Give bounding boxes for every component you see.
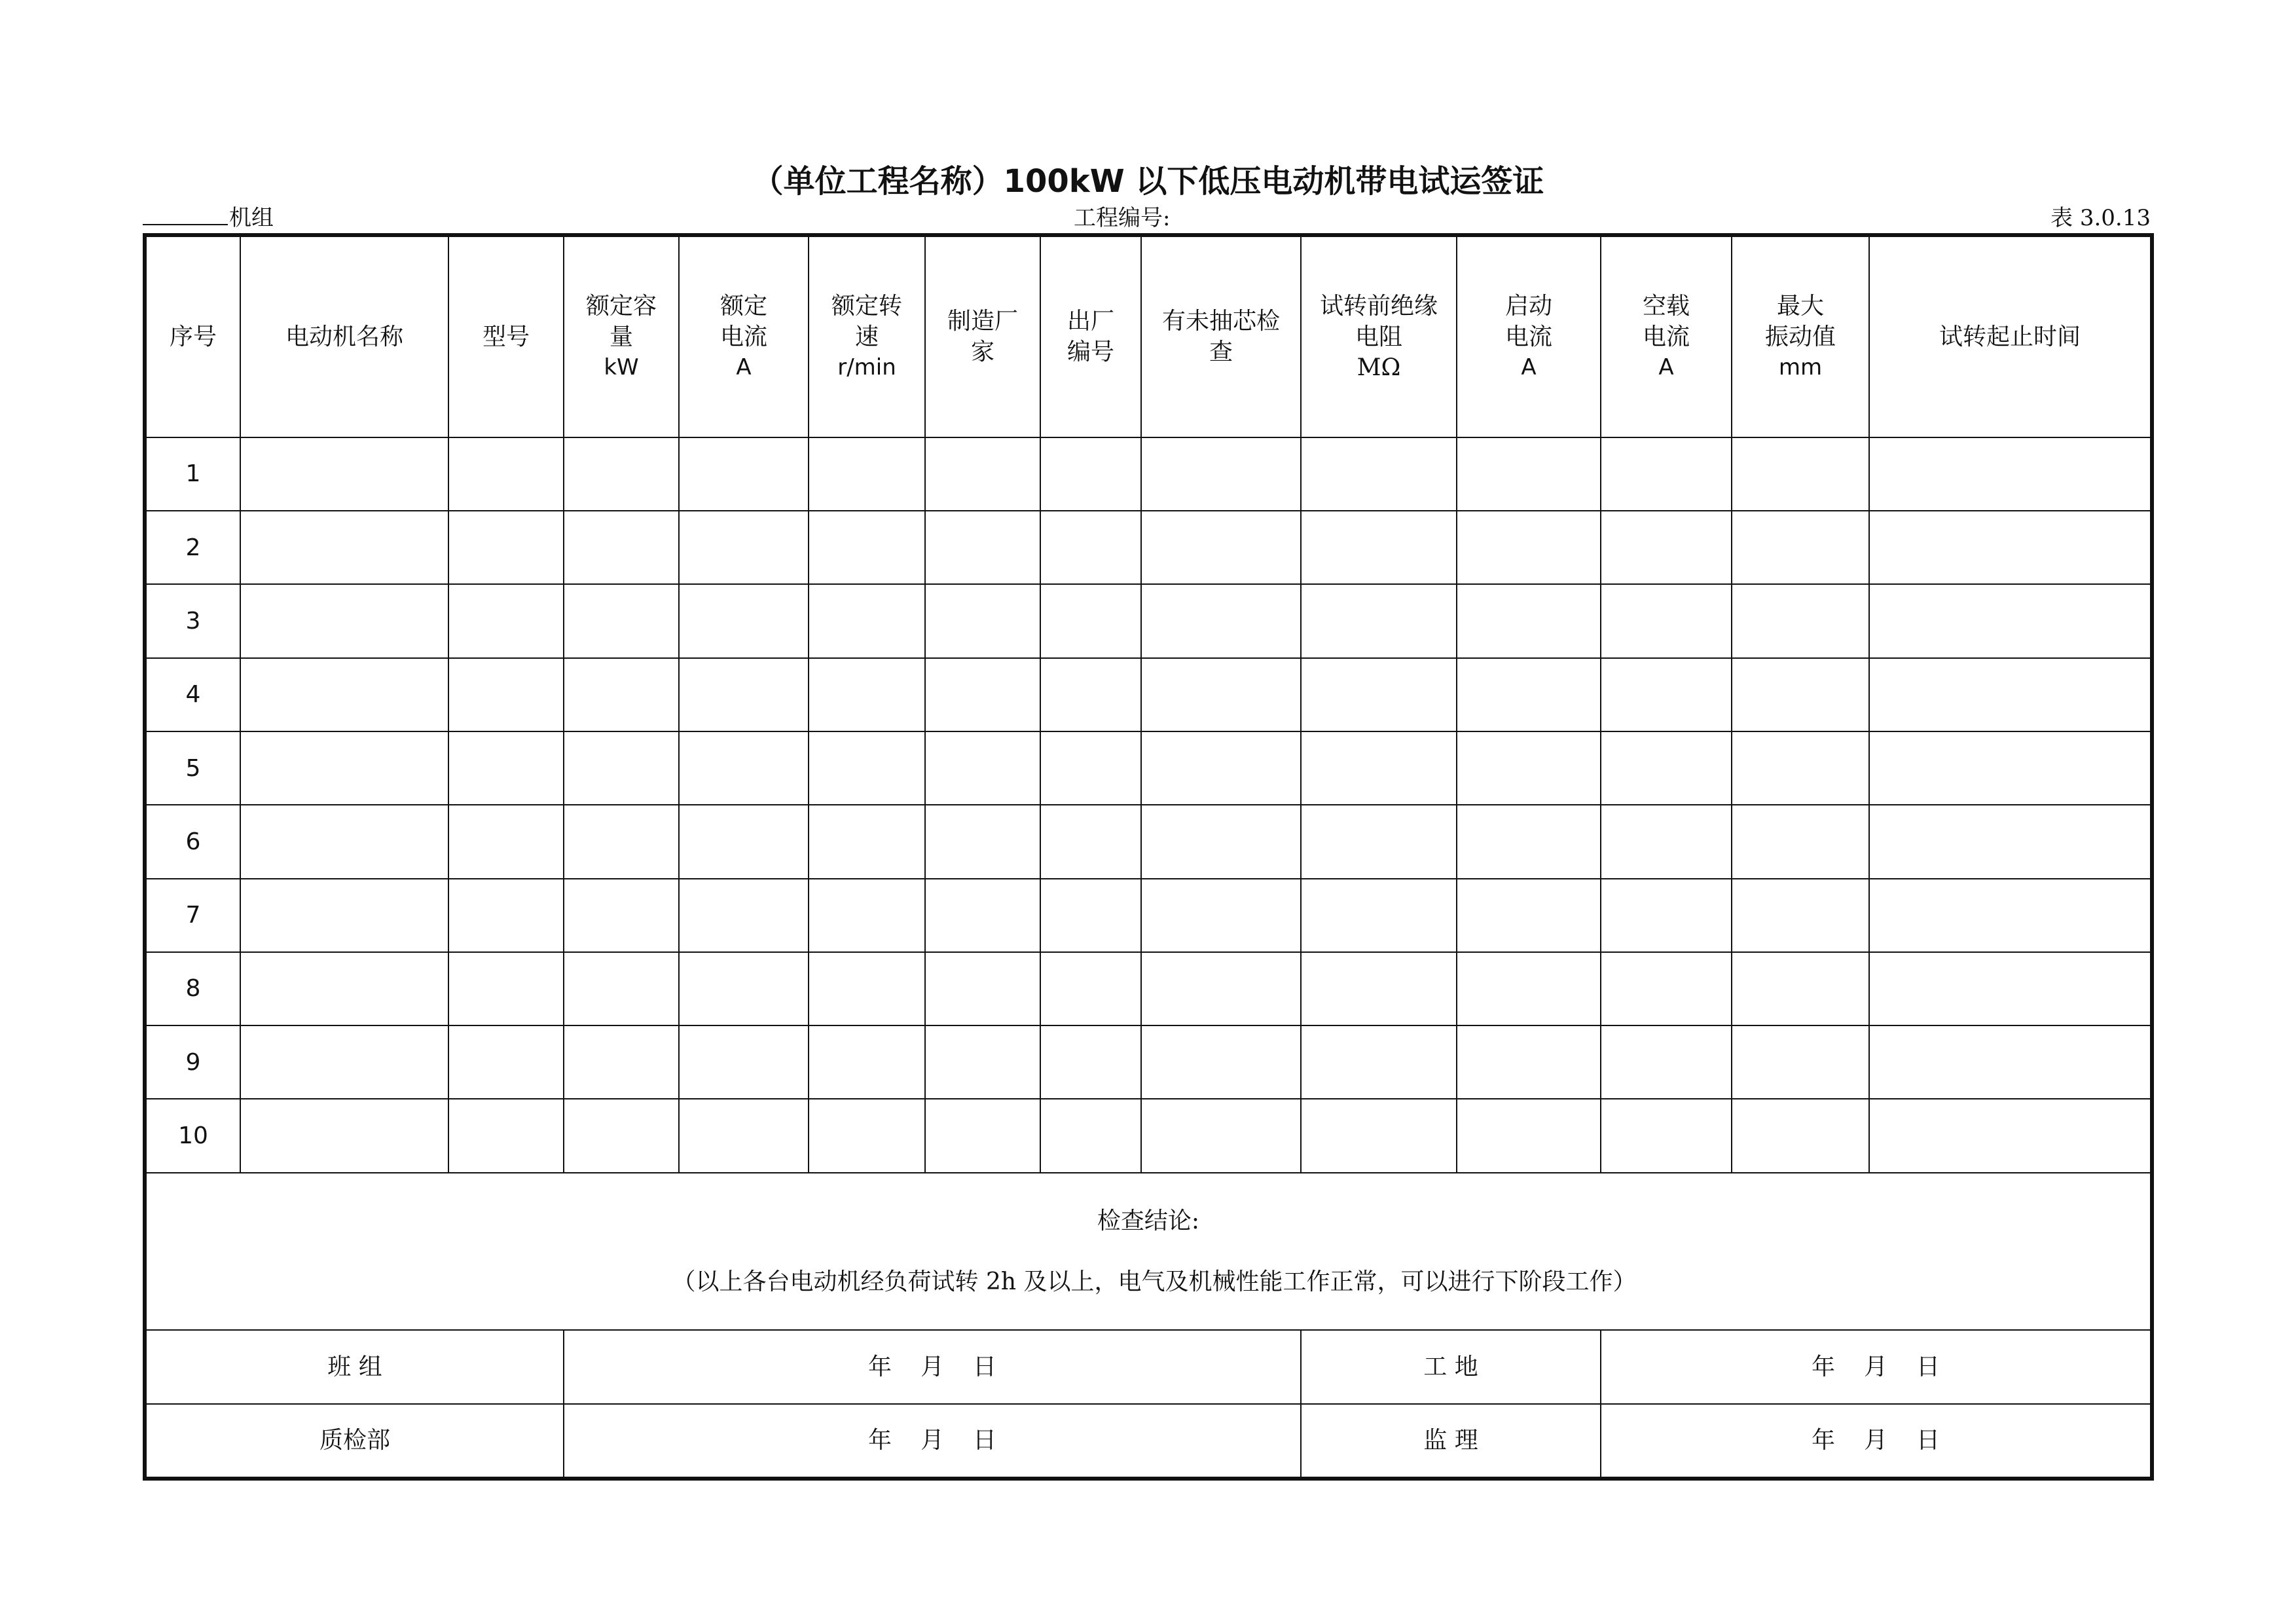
column-header-line: 额定容 — [585, 292, 657, 320]
table-row — [145, 1099, 2152, 1172]
table-cell[interactable] — [1457, 437, 1601, 511]
column-header-line: 型号 — [482, 323, 530, 350]
table-cell[interactable] — [679, 584, 809, 657]
table-cell[interactable] — [240, 879, 448, 952]
month-label: 月 — [1863, 1354, 1887, 1381]
column-header-line: 出厂 — [1066, 308, 1114, 335]
table-cell[interactable] — [809, 879, 925, 952]
table-cell[interactable] — [1040, 879, 1141, 952]
table-cell[interactable] — [1869, 658, 2152, 731]
signature-row-1 — [145, 1330, 2152, 1403]
table-cell[interactable] — [1601, 511, 1732, 584]
signature-row-2 — [145, 1404, 2152, 1479]
table-cell[interactable] — [1301, 1099, 1457, 1172]
sign-off-table — [143, 233, 2154, 1481]
site-label: 工 地 — [1301, 1330, 1601, 1403]
table-cell[interactable] — [1601, 437, 1732, 511]
conclusion-cell — [145, 1173, 2152, 1331]
table-cell[interactable] — [1141, 731, 1301, 805]
table-cell[interactable] — [679, 879, 809, 952]
table-cell[interactable] — [240, 511, 448, 584]
table-cell[interactable] — [564, 1099, 679, 1172]
row-number: 9 — [145, 1025, 240, 1099]
table-cell[interactable] — [1457, 511, 1601, 584]
table-cell[interactable] — [1301, 805, 1457, 878]
table-cell[interactable] — [679, 1099, 809, 1172]
unit-label: 机组 — [229, 205, 274, 231]
table-cell[interactable] — [564, 584, 679, 657]
table-cell[interactable] — [1732, 731, 1869, 805]
table-cell[interactable] — [1457, 805, 1601, 878]
table-cell[interactable] — [1040, 437, 1141, 511]
table-cell[interactable] — [925, 731, 1040, 805]
month-label: 月 — [1863, 1427, 1887, 1454]
table-cell[interactable] — [1301, 952, 1457, 1025]
table-cell[interactable] — [679, 511, 809, 584]
column-header-line: r/min — [837, 354, 896, 380]
table-cell[interactable] — [1601, 805, 1732, 878]
column-header-line: 电流 — [1504, 323, 1552, 350]
row-number: 2 — [145, 511, 240, 584]
table-cell[interactable] — [448, 952, 564, 1025]
column-header — [448, 235, 564, 437]
column-header-line: 速 — [854, 323, 879, 350]
table-cell[interactable] — [1732, 952, 1869, 1025]
column-header-line: 最大 — [1776, 292, 1824, 320]
table-cell[interactable] — [1040, 1025, 1141, 1099]
table-cell[interactable] — [679, 437, 809, 511]
table-row — [145, 952, 2152, 1025]
table-cell[interactable] — [809, 731, 925, 805]
site-signature-date[interactable] — [1601, 1330, 2152, 1403]
row-number: 3 — [145, 584, 240, 657]
form-title: （单位工程名称）100kW 以下低压电动机带电试运签证 — [752, 163, 1544, 200]
table-row — [145, 805, 2152, 878]
column-header — [1301, 235, 1457, 437]
column-header-line: 家 — [970, 339, 994, 366]
column-header-line: 量 — [609, 323, 633, 350]
column-header — [564, 235, 679, 437]
table-cell[interactable] — [448, 511, 564, 584]
conclusion-label: 检查结论: — [1097, 1208, 1200, 1235]
table-cell[interactable] — [448, 658, 564, 731]
column-header-line: 电流 — [720, 323, 767, 350]
table-cell[interactable] — [1732, 1025, 1869, 1099]
table-cell[interactable] — [1732, 658, 1869, 731]
table-cell[interactable] — [925, 584, 1040, 657]
table-cell[interactable] — [448, 584, 564, 657]
table-cell[interactable] — [1732, 511, 1869, 584]
row-number: 6 — [145, 805, 240, 878]
conclusion-note: （以上各台电动机经负荷试转 2h 及以上，电气及机械性能工作正常，可以进行下阶段工作） — [672, 1268, 1637, 1296]
column-header-line: 电阻 — [1355, 323, 1402, 350]
table-cell[interactable] — [564, 805, 679, 878]
table-cell[interactable] — [448, 879, 564, 952]
table-cell[interactable] — [925, 658, 1040, 731]
table-cell[interactable] — [448, 1099, 564, 1172]
table-cell[interactable] — [1601, 731, 1732, 805]
table-cell[interactable] — [1601, 879, 1732, 952]
qc-label: 质检部 — [145, 1404, 564, 1479]
table-cell[interactable] — [1732, 437, 1869, 511]
table-cell[interactable] — [1869, 437, 2152, 511]
table-cell[interactable] — [925, 1025, 1040, 1099]
table-cell[interactable] — [1457, 952, 1601, 1025]
table-cell[interactable] — [809, 584, 925, 657]
table-cell[interactable] — [240, 1099, 448, 1172]
table-cell[interactable] — [679, 658, 809, 731]
table-cell[interactable] — [925, 437, 1040, 511]
table-cell[interactable] — [1732, 805, 1869, 878]
table-cell[interactable] — [1141, 952, 1301, 1025]
table-cell[interactable] — [1040, 731, 1141, 805]
table-row — [145, 511, 2152, 584]
table-cell[interactable] — [1141, 584, 1301, 657]
table-cell[interactable] — [1141, 658, 1301, 731]
table-cell[interactable] — [809, 511, 925, 584]
table-row — [145, 437, 2152, 511]
table-cell[interactable] — [564, 731, 679, 805]
table-cell[interactable] — [564, 1025, 679, 1099]
table-cell[interactable] — [1141, 879, 1301, 952]
column-header-line: A — [736, 354, 752, 380]
table-cell[interactable] — [809, 1025, 925, 1099]
table-cell[interactable] — [1869, 731, 2152, 805]
table-cell[interactable] — [1457, 731, 1601, 805]
table-cell[interactable] — [1301, 511, 1457, 584]
table-cell[interactable] — [1040, 658, 1141, 731]
table-cell[interactable] — [1141, 805, 1301, 878]
column-header-line: mm — [1778, 354, 1823, 380]
column-header-line: 序号 — [169, 323, 217, 350]
year-label: 年 — [867, 1427, 892, 1454]
year-label: 年 — [867, 1354, 892, 1381]
unit-blank — [143, 204, 228, 225]
table-cell[interactable] — [1301, 879, 1457, 952]
table-cell[interactable] — [1457, 1025, 1601, 1099]
table-cell[interactable] — [240, 952, 448, 1025]
table-cell[interactable] — [1141, 1025, 1301, 1099]
table-cell[interactable] — [1301, 584, 1457, 657]
column-header-line: 编号 — [1066, 339, 1114, 366]
row-number: 7 — [145, 879, 240, 952]
table-cell[interactable] — [809, 1099, 925, 1172]
qc-signature-date[interactable] — [564, 1404, 1301, 1479]
year-label: 年 — [1811, 1427, 1835, 1454]
table-cell[interactable] — [809, 805, 925, 878]
supervision-label: 监 理 — [1301, 1404, 1601, 1479]
table-cell[interactable] — [564, 879, 679, 952]
column-header-line: 额定 — [720, 292, 767, 320]
month-label: 月 — [920, 1354, 944, 1381]
table-cell[interactable] — [1869, 584, 2152, 657]
day-label: 日 — [1916, 1354, 1941, 1381]
column-header — [240, 235, 448, 437]
table-cell[interactable] — [448, 731, 564, 805]
table-cell[interactable] — [240, 584, 448, 657]
column-header-line: 空载 — [1642, 292, 1690, 320]
team-signature-date[interactable] — [564, 1330, 1301, 1403]
table-cell[interactable] — [1601, 658, 1732, 731]
supervision-signature-date[interactable] — [1601, 1404, 2152, 1479]
column-header-line: kW — [604, 354, 639, 380]
table-cell[interactable] — [679, 805, 809, 878]
column-header-line: 查 — [1209, 339, 1233, 366]
table-cell[interactable] — [1601, 952, 1732, 1025]
row-number: 4 — [145, 658, 240, 731]
project-no-label: 工程编号: — [1074, 205, 1171, 231]
column-header — [1040, 235, 1141, 437]
table-cell[interactable] — [564, 511, 679, 584]
table-row — [145, 584, 2152, 657]
table-cell[interactable] — [679, 952, 809, 1025]
column-header-line: 额定转 — [831, 292, 902, 320]
day-label: 日 — [1916, 1427, 1941, 1454]
table-cell[interactable] — [1040, 952, 1141, 1025]
table-cell[interactable] — [1301, 437, 1457, 511]
table-cell[interactable] — [1040, 1099, 1141, 1172]
table-cell[interactable] — [448, 805, 564, 878]
table-cell[interactable] — [1301, 731, 1457, 805]
table-cell[interactable] — [240, 658, 448, 731]
table-cell[interactable] — [1869, 511, 2152, 584]
column-header-line: A — [1658, 354, 1674, 380]
form-number: 表 3.0.13 — [2050, 205, 2151, 231]
column-header-line: 电动机名称 — [285, 323, 403, 350]
column-header-line: A — [1521, 354, 1537, 380]
table-cell[interactable] — [1301, 658, 1457, 731]
day-label: 日 — [973, 1354, 997, 1381]
table-cell[interactable] — [1457, 879, 1601, 952]
column-header-line: 启动 — [1504, 292, 1552, 320]
day-label: 日 — [973, 1427, 997, 1454]
table-header-row — [145, 235, 2152, 437]
column-header — [145, 235, 240, 437]
table-cell[interactable] — [240, 731, 448, 805]
table-cell[interactable] — [1869, 952, 2152, 1025]
column-header-line: MΩ — [1357, 354, 1401, 381]
table-cell[interactable] — [1732, 879, 1869, 952]
table-cell[interactable] — [809, 437, 925, 511]
column-header — [809, 235, 925, 437]
table-cell[interactable] — [679, 731, 809, 805]
table-cell[interactable] — [1141, 437, 1301, 511]
table-cell[interactable] — [925, 805, 1040, 878]
table-cell[interactable] — [1141, 1099, 1301, 1172]
table-row — [145, 1025, 2152, 1099]
table-cell[interactable] — [448, 1025, 564, 1099]
column-header-line: 试转起止时间 — [1939, 323, 2081, 350]
table-cell[interactable] — [925, 511, 1040, 584]
column-header-line: 电流 — [1642, 323, 1690, 350]
row-number: 1 — [145, 437, 240, 511]
column-header-line: 有未抽芯检 — [1161, 308, 1280, 335]
column-header — [1141, 235, 1301, 437]
column-header-line: 试转前绝缘 — [1319, 292, 1438, 320]
table-cell[interactable] — [240, 1025, 448, 1099]
table-cell[interactable] — [809, 658, 925, 731]
table-row — [145, 658, 2152, 731]
column-header-line: 制造厂 — [947, 308, 1018, 335]
row-number: 5 — [145, 731, 240, 805]
table-cell[interactable] — [925, 1099, 1040, 1172]
table-cell[interactable] — [809, 952, 925, 1025]
table-cell[interactable] — [1040, 805, 1141, 878]
column-header — [679, 235, 809, 437]
row-number: 10 — [145, 1099, 240, 1172]
table-cell[interactable] — [679, 1025, 809, 1099]
table-row — [145, 879, 2152, 952]
table-cell[interactable] — [564, 658, 679, 731]
table-cell[interactable] — [1869, 805, 2152, 878]
table-cell[interactable] — [1601, 1025, 1732, 1099]
table-cell[interactable] — [1457, 584, 1601, 657]
table-cell[interactable] — [564, 952, 679, 1025]
table-cell[interactable] — [1869, 1025, 2152, 1099]
table-cell[interactable] — [1869, 879, 2152, 952]
row-number: 8 — [145, 952, 240, 1025]
table-cell[interactable] — [1301, 1025, 1457, 1099]
table-cell[interactable] — [1040, 584, 1141, 657]
column-header — [1457, 235, 1601, 437]
table-cell[interactable] — [925, 879, 1040, 952]
table-cell[interactable] — [1732, 584, 1869, 657]
month-label: 月 — [920, 1427, 944, 1454]
table-cell[interactable] — [1457, 1099, 1601, 1172]
table-cell[interactable] — [1732, 1099, 1869, 1172]
column-header — [1732, 235, 1869, 437]
table-row — [145, 731, 2152, 805]
column-header — [925, 235, 1040, 437]
unit-label-line — [143, 200, 274, 232]
table-cell[interactable] — [448, 437, 564, 511]
team-label: 班 组 — [145, 1330, 564, 1403]
table-cell[interactable] — [1869, 1099, 2152, 1172]
column-header — [1869, 235, 2152, 437]
table-cell[interactable] — [1040, 511, 1141, 584]
column-header-line: 振动值 — [1764, 323, 1836, 350]
column-header — [1601, 235, 1732, 437]
table-cell[interactable] — [564, 437, 679, 511]
table-cell[interactable] — [1457, 658, 1601, 731]
table-cell[interactable] — [925, 952, 1040, 1025]
table-cell[interactable] — [1601, 1099, 1732, 1172]
table-cell[interactable] — [240, 805, 448, 878]
year-label: 年 — [1811, 1354, 1835, 1381]
table-cell[interactable] — [240, 437, 448, 511]
table-cell[interactable] — [1141, 511, 1301, 584]
table-cell[interactable] — [1601, 584, 1732, 657]
